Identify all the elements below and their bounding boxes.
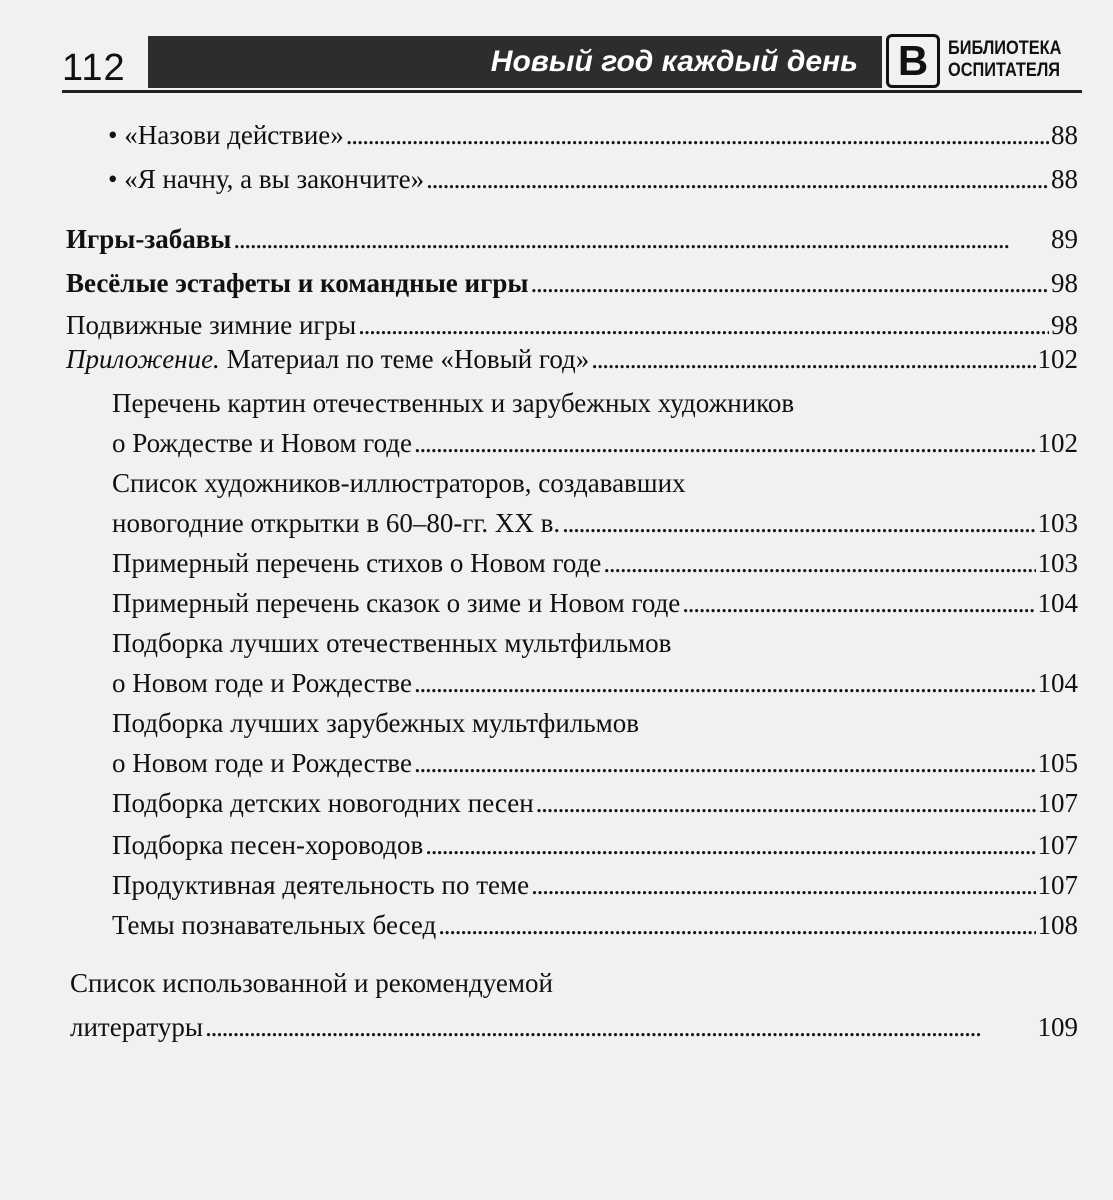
dot-leader [562, 506, 1035, 540]
series-badge: В [886, 34, 940, 88]
toc-entry-text: о Рождестве и Новом годе [112, 428, 413, 458]
appendix-title: Материал по теме «Новый год» [219, 344, 590, 374]
toc-entry [66, 222, 1078, 256]
toc-entry-text: Подборка песен-хороводов [112, 830, 424, 860]
toc-page: 102 [1037, 344, 1078, 374]
toc-entry-text: о Новом годе и Рождестве [112, 748, 413, 778]
dot-leader [358, 308, 1049, 342]
dot-leader [414, 746, 1035, 780]
toc-page: 107 [1037, 830, 1078, 860]
toc-entry-text: • «Я начну, а вы закончите» [108, 164, 425, 194]
toc-page: 108 [1037, 910, 1078, 940]
dot-leader [536, 786, 1036, 820]
series-name-line2: ОСПИТАТЕЛЯ [948, 60, 1061, 81]
toc-page: 104 [1037, 668, 1078, 698]
toc-entry-text: новогодние открытки в 60–80-гг. XX в. [112, 508, 561, 538]
toc-entry [112, 386, 1078, 460]
toc-entry-text: о Новом годе и Рождестве [112, 668, 413, 698]
toc-entry-line1: Перечень картин отечественных и зарубежных художников [112, 388, 795, 418]
toc-entry [66, 266, 1078, 300]
dot-leader [414, 426, 1035, 460]
toc-entry [112, 868, 1078, 902]
toc-page: 103 [1037, 508, 1078, 538]
toc-entry-text: Подвижные зимние игры [66, 310, 357, 340]
toc-entry-text: Игры-забавы [66, 224, 232, 254]
toc-entry-text: Примерный перечень сказок о зиме и Новом годе [112, 588, 681, 618]
dot-leader [531, 868, 1035, 902]
toc-entry-line1: Список использованной и рекомендуемой [70, 968, 553, 998]
toc-page: 107 [1037, 870, 1078, 900]
toc-entry [112, 706, 1078, 780]
toc-entry [112, 786, 1078, 820]
dot-leader [233, 222, 1049, 256]
toc-entry [112, 546, 1078, 580]
toc-entry-text: литературы [70, 1012, 204, 1042]
toc-page: 89 [1051, 224, 1078, 254]
toc-entry-line1: Подборка лучших зарубежных мультфильмов [112, 708, 640, 738]
toc-entry-text: Примерный перечень стихов о Новом годе [112, 548, 602, 578]
toc-entry [66, 342, 1078, 376]
toc-entry-line1: Подборка лучших отечественных мультфильмов [112, 628, 672, 658]
toc-page: 104 [1037, 588, 1078, 618]
dot-leader [414, 666, 1035, 700]
toc-entry-text: Подборка детских новогодних песен [112, 788, 534, 818]
running-title: Новый год каждый день [490, 45, 858, 78]
toc-entry [112, 466, 1078, 540]
toc-page: 107 [1037, 788, 1078, 818]
toc-page: 105 [1037, 748, 1078, 778]
toc-entry [112, 626, 1078, 700]
toc-entry-text: Темы познавательных бесед [112, 910, 437, 940]
dot-leader [603, 546, 1035, 580]
toc-page: 88 [1051, 164, 1078, 194]
appendix-label: Приложение. [66, 344, 220, 374]
toc-page: 98 [1051, 268, 1078, 298]
toc-page: 109 [1037, 1012, 1078, 1042]
dot-leader [425, 828, 1035, 862]
series-name-line1: БИБЛИОТЕКА [948, 38, 1062, 59]
toc-entry-text: • «Назови действие» [108, 120, 344, 150]
toc-entry-text: Продуктивная деятельность по теме [112, 870, 530, 900]
toc-entry [66, 308, 1078, 342]
dot-leader [591, 342, 1035, 376]
toc-entry [112, 908, 1078, 942]
toc-entry [112, 586, 1078, 620]
toc-page: 98 [1051, 310, 1078, 340]
dot-leader [205, 1010, 1035, 1044]
toc-entry-text: Весёлые эстафеты и командные игры [66, 268, 529, 298]
toc-entry [108, 162, 1078, 196]
toc-entry-text [66, 342, 589, 376]
dot-leader [426, 162, 1049, 196]
dot-leader [530, 266, 1049, 300]
toc-entry [70, 966, 1078, 1044]
page-number: 112 [62, 47, 126, 89]
toc-page: 103 [1037, 548, 1078, 578]
toc-entry [108, 118, 1078, 152]
dot-leader [682, 586, 1035, 620]
toc-page: 88 [1051, 120, 1078, 150]
toc-entry [112, 828, 1078, 862]
dot-leader [438, 908, 1035, 942]
dot-leader [346, 118, 1049, 152]
toc-entry-line1: Список художников-иллюстраторов, создававших [112, 468, 686, 498]
toc-page: 102 [1037, 428, 1078, 458]
